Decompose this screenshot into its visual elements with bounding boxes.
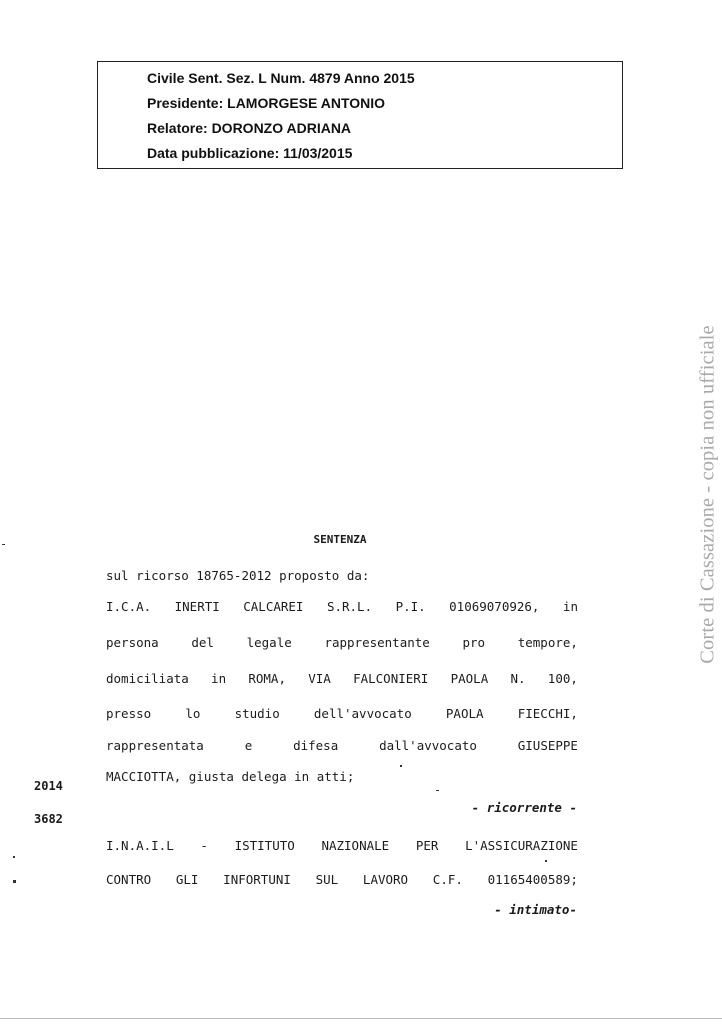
word: PER — [415, 838, 439, 853]
word: INFORTUNI — [223, 872, 291, 887]
word: NAZIONALE — [321, 838, 390, 853]
word: persona — [106, 635, 159, 650]
word: tempore, — [517, 635, 578, 650]
word: C.F. — [432, 872, 463, 887]
word: domiciliata — [106, 671, 189, 686]
body-line-9 — [106, 872, 578, 887]
body-line-3 — [106, 635, 578, 650]
body-line-5 — [106, 706, 578, 721]
body-line-8 — [106, 838, 578, 853]
margin-number: 3682 — [34, 812, 63, 826]
scan-speck — [13, 856, 15, 858]
word: pro — [462, 635, 486, 650]
word: I.N.A.I.L — [106, 838, 174, 853]
watermark — [690, 268, 722, 720]
case-reference: Civile Sent. Sez. L Num. 4879 Anno 2015 — [147, 70, 415, 86]
word: rappresentante — [324, 635, 430, 650]
word: e — [244, 738, 253, 753]
word: SUL — [315, 872, 339, 887]
body-line-4 — [106, 671, 578, 686]
body-line-7: MACCIOTTA, giusta delega in atti; — [106, 769, 355, 784]
body-line-2 — [106, 599, 578, 614]
word: FALCONIERI — [353, 671, 429, 686]
word: ROMA, — [248, 671, 286, 686]
word: ISTITUTO — [234, 838, 295, 853]
word: GLI — [175, 872, 199, 887]
watermark-text: Corte di Cassazione - copia non ufficiale — [696, 324, 719, 664]
word: P.I. — [395, 599, 426, 614]
word: INERTI — [174, 599, 220, 614]
scan-speck — [2, 544, 5, 545]
word: del — [191, 635, 214, 650]
relatore-line: Relatore: DORONZO ADRIANA — [147, 120, 352, 136]
word: lo — [185, 706, 201, 721]
word: 100, — [547, 671, 578, 686]
word: PAOLA — [445, 706, 484, 721]
body-line-1: sul ricorso 18765-2012 proposto da: — [106, 568, 370, 583]
word: in — [562, 599, 578, 614]
document-title: SENTENZA — [313, 533, 367, 546]
word: presso — [106, 706, 152, 721]
document-header-box — [97, 61, 623, 169]
word: studio — [234, 706, 280, 721]
scan-speck — [545, 860, 547, 862]
word: - — [200, 838, 208, 853]
word: PAOLA — [450, 671, 489, 686]
word: CALCAREI — [243, 599, 304, 614]
word: 01069070926, — [449, 599, 540, 614]
scan-speck — [13, 880, 16, 883]
word: LAVORO — [362, 872, 409, 887]
page-edge — [0, 1018, 722, 1019]
party-role-ricorrente: - ricorrente - — [471, 800, 577, 815]
word: dell'avvocato — [313, 706, 412, 721]
word: I.C.A. — [106, 599, 152, 614]
scan-speck — [400, 765, 402, 767]
body-line-6 — [106, 738, 578, 753]
publication-date-line: Data pubblicazione: 11/03/2015 — [147, 145, 353, 161]
scan-speck — [436, 790, 439, 791]
presidente-line: Presidente: LAMORGESE ANTONIO — [147, 95, 386, 111]
word: N. — [510, 671, 526, 686]
word: legale — [246, 635, 292, 650]
word: VIA — [308, 671, 331, 686]
word: in — [211, 671, 227, 686]
word: dall'avvocato — [379, 738, 477, 753]
word: S.R.L. — [326, 599, 373, 614]
margin-year: 2014 — [34, 779, 63, 793]
word: 01165400589; — [487, 872, 578, 887]
word: L'ASSICURAZIONE — [465, 838, 578, 853]
word: difesa — [293, 738, 339, 753]
word: FIECCHI, — [517, 706, 578, 721]
word: GIUSEPPE — [517, 738, 578, 753]
word: rappresentata — [106, 738, 204, 753]
party-role-intimato: - intimato- — [494, 902, 577, 917]
word: CONTRO — [106, 872, 152, 887]
